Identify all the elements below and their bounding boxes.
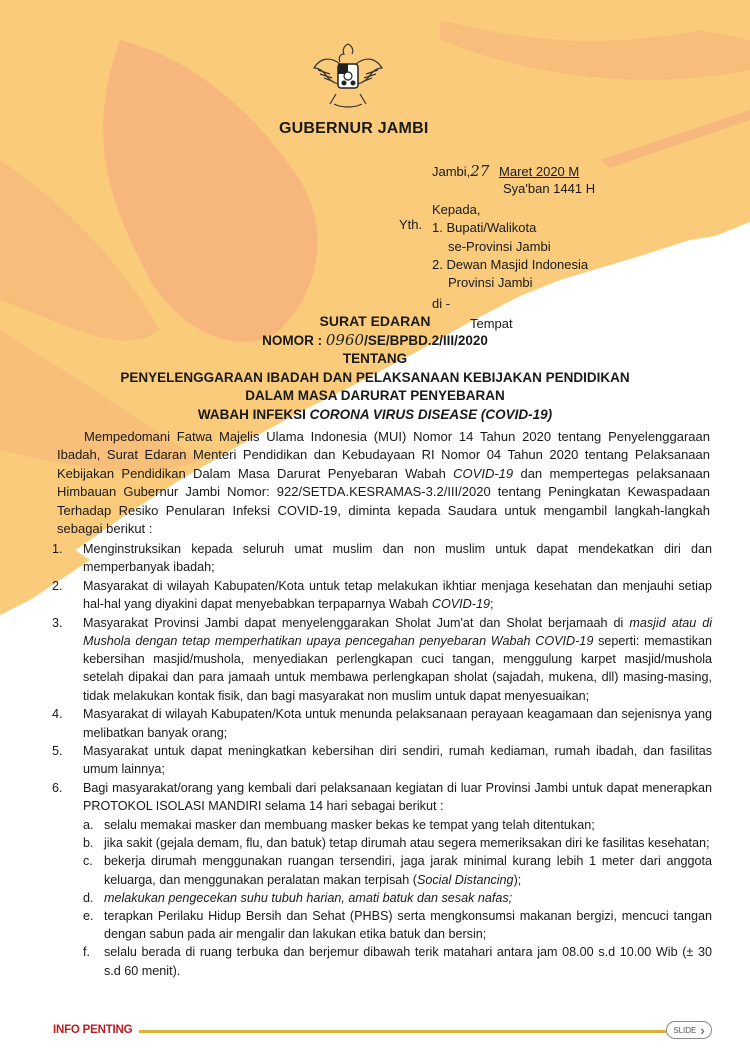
- nomor-line: [60, 331, 690, 351]
- subject-italic: CORONA VIRUS DISEASE: [309, 406, 478, 422]
- item-number: 1.: [52, 542, 63, 556]
- document-title-block: [60, 312, 690, 424]
- item-text: Menginstruksikan kepada seluruh umat muslim dan non muslim untuk dapat mendekatkan diri dan memperbanyak ibadah;: [83, 542, 712, 575]
- place-prefix: Jambi,: [432, 164, 471, 179]
- item-number: 2.: [52, 578, 63, 593]
- sub-item-text: bekerja dirumah menggunakan ruangan tersendiri, jaga jarak minimal kurang lebih 1 meter dari anggota keluarga, dan menggunakan peralatan makan terpisah (: [104, 854, 712, 887]
- item-number: 3.: [52, 615, 63, 630]
- nomor-suffix: /SE/BPBD.2/III/2020: [364, 332, 488, 348]
- recipient-1: [432, 219, 595, 237]
- item-number: 5.: [52, 744, 63, 759]
- sub-item: [83, 907, 712, 943]
- list-item: [50, 614, 712, 705]
- item-text: Masyarakat di wilayah Kabupaten/Kota untuk tetap melakukan ikhtiar menjaga kesehatan dan menjauhi setiap hal-hal yang diyakini dapat menyebabkan terpaparnya Wabah: [83, 578, 712, 612]
- address-block: [432, 162, 595, 334]
- sub-item-text-after: );: [513, 872, 522, 887]
- recipient-2-line2: Provinsi Jambi: [448, 275, 533, 291]
- item-italic: COVID-19: [431, 597, 490, 612]
- item-text: Masyarakat di wilayah Kabupaten/Kota untuk menunda pelaksanaan perayaan keagamaan dan sejenisnya yang melibatkan banyak orang;: [83, 707, 712, 740]
- subject-line-1: PENYELENGGARAAN IBADAH DAN PELAKSANAAN KEBIJAKAN PENDIDIKAN: [120, 369, 630, 385]
- list-item: [50, 742, 712, 778]
- item-text-after: ;: [489, 597, 494, 612]
- item-number: 6.: [52, 781, 63, 796]
- info-penting-label: INFO PENTING: [53, 1024, 133, 1036]
- item-italic: masjid atau di Mushola dengan tetap memperhatikan upaya pencegahan penyebaran Wabah COVID-19: [83, 615, 712, 649]
- list-item: [50, 705, 712, 741]
- intro-text-1: Mempedomani Fatwa Majelis Ulama Indonesia (MUI) Nomor 14 Tahun 2020 tentang Penyelenggaraan Ibadah, Surat Edaran Menteri Pendidikan dan Kebudayaan RI Nomor 04 Tahun 2020 tentang Pelaksanaan Kebijakan Pendidikan Dalam Masa Darurat Penyebaran Wabah: [57, 429, 710, 481]
- subject-suffix: (COVID-19): [477, 406, 553, 422]
- footer-divider: [139, 1030, 666, 1033]
- slide-button[interactable]: [666, 1021, 712, 1039]
- item-text: Bagi masyarakat/orang yang kembali dari pelaksanaan kegiatan di luar Provinsi Jambi untuk dapat menerapkan PROTOKOL ISOLASI MANDIRI selama 14 hari sebagai berikut :: [83, 781, 712, 814]
- recipient-num: 2.: [432, 256, 443, 272]
- sub-item-text: jika sakit (gejala demam, flu, dan batuk) tetap dirumah atau segera memeriksakan diri ke fasilitas kesehatan;: [104, 836, 710, 851]
- sub-item-text: selalu berada di ruang terbuka dan berjemur dibawah terik matahari antara jam 08.00 s.d 10.00 Wib (± 30 s.d 60 menit).: [104, 945, 712, 978]
- intro-paragraph: [57, 428, 710, 538]
- month-year: Maret 2020 M: [499, 164, 580, 179]
- subject-line-3: [60, 406, 690, 425]
- sub-item: [83, 816, 712, 834]
- yth-label: Yth.: [399, 217, 423, 232]
- garuda-emblem-icon: [310, 38, 386, 114]
- sub-item-letter: d.: [83, 890, 94, 905]
- list-item: [50, 577, 712, 613]
- recipient-2: [432, 256, 595, 274]
- issuer-title: GUBERNUR JAMBI: [279, 120, 429, 137]
- list-item: [50, 779, 712, 815]
- chevron-right-icon: ›: [700, 1022, 705, 1038]
- sub-item: [83, 852, 712, 888]
- tempat-label: Tempat: [470, 316, 513, 332]
- to-label: Kepada,: [432, 201, 481, 217]
- slide-label: SLIDE: [673, 1025, 697, 1035]
- sub-item-letter: e.: [83, 909, 94, 924]
- item-text-after: seperti: memastikan kebersihan masjid/mushola, menyediakan perlengkapan cuci tangan, menggulung karpet masjid/mushola setelah dipakai dan para jamaah untuk membawa perlengkapan sholat (sajadah, mukena, dll) masing-masing, tidak melakukan kontak fisik, dan bagi masyarakat non muslim untuk dapat menyesuaikan;: [83, 634, 713, 703]
- sub-item: [83, 889, 712, 907]
- sub-item: [83, 943, 712, 979]
- sub-item-italic: melakukan pengecekan suhu tubuh harian, amati batuk dan sesak nafas;: [104, 890, 513, 905]
- sub-item-letter: c.: [83, 854, 93, 869]
- handwritten-day: 27: [470, 162, 490, 180]
- hijri-date: Sya'ban 1441 H: [503, 181, 596, 197]
- sub-item-italic: Social Distancing: [416, 872, 514, 887]
- recipient-line: Bupati/Walikota: [446, 220, 537, 236]
- date-line: [432, 162, 595, 180]
- sub-item-letter: f.: [83, 945, 90, 960]
- intro-italic: COVID-19: [453, 465, 514, 481]
- item-text: Masyarakat untuk dapat meningkatkan kebersihan diri sendiri, rumah kediaman, rumah ibadah, dan fasilitas umum lainnya;: [83, 744, 712, 777]
- sub-item-text: selalu memakai masker dan membuang masker bekas ke tempat yang telah ditentukan;: [104, 818, 595, 833]
- recipient-line: Dewan Masjid Indonesia: [446, 256, 589, 272]
- subject-line-2: DALAM MASA DARURAT PENYEBARAN: [245, 388, 505, 403]
- instruction-list: [50, 540, 712, 980]
- doc-type: SURAT EDARAN: [319, 313, 431, 329]
- sub-item-letter: b.: [83, 836, 94, 851]
- tentang-label: TENTANG: [342, 351, 408, 366]
- item-number: 4.: [52, 707, 63, 722]
- di-label: di -: [432, 295, 451, 311]
- subject-prefix: WABAH INFEKSI: [197, 406, 310, 422]
- recipient-1-line2: se-Provinsi Jambi: [448, 238, 551, 254]
- nomor-label: NOMOR :: [262, 332, 323, 348]
- sub-item-letter: a.: [83, 818, 94, 833]
- recipient-num: 1.: [432, 220, 443, 236]
- sub-item: [83, 834, 712, 852]
- nomor-handwritten: 0960: [325, 330, 365, 349]
- list-item: [50, 540, 712, 576]
- item-text: Masyarakat Provinsi Jambi dapat menyelenggarakan Sholat Jum'at dan Sholat berjamaah di: [83, 615, 630, 630]
- intro-text-2: dan mempertegas pelaksanaan Himbauan Gubernur Jambi Nomor: 922/SETDA.KESRAMAS-3.2/III/2020 tentang Peningkatan Kewaspadaan Terhadap Resiko Penularan Infeksi COVID-19, diminta kepada Saudara untuk mengambil langkah-langkah sebagai berikut :: [57, 465, 710, 537]
- sub-item-text: terapkan Perilaku Hidup Bersih dan Sehat (PHBS) serta mengkonsumsi makanan bergizi, mencuci tangan dengan sabun pada air mengalir dan lakukan etika batuk dan bersin;: [104, 909, 712, 942]
